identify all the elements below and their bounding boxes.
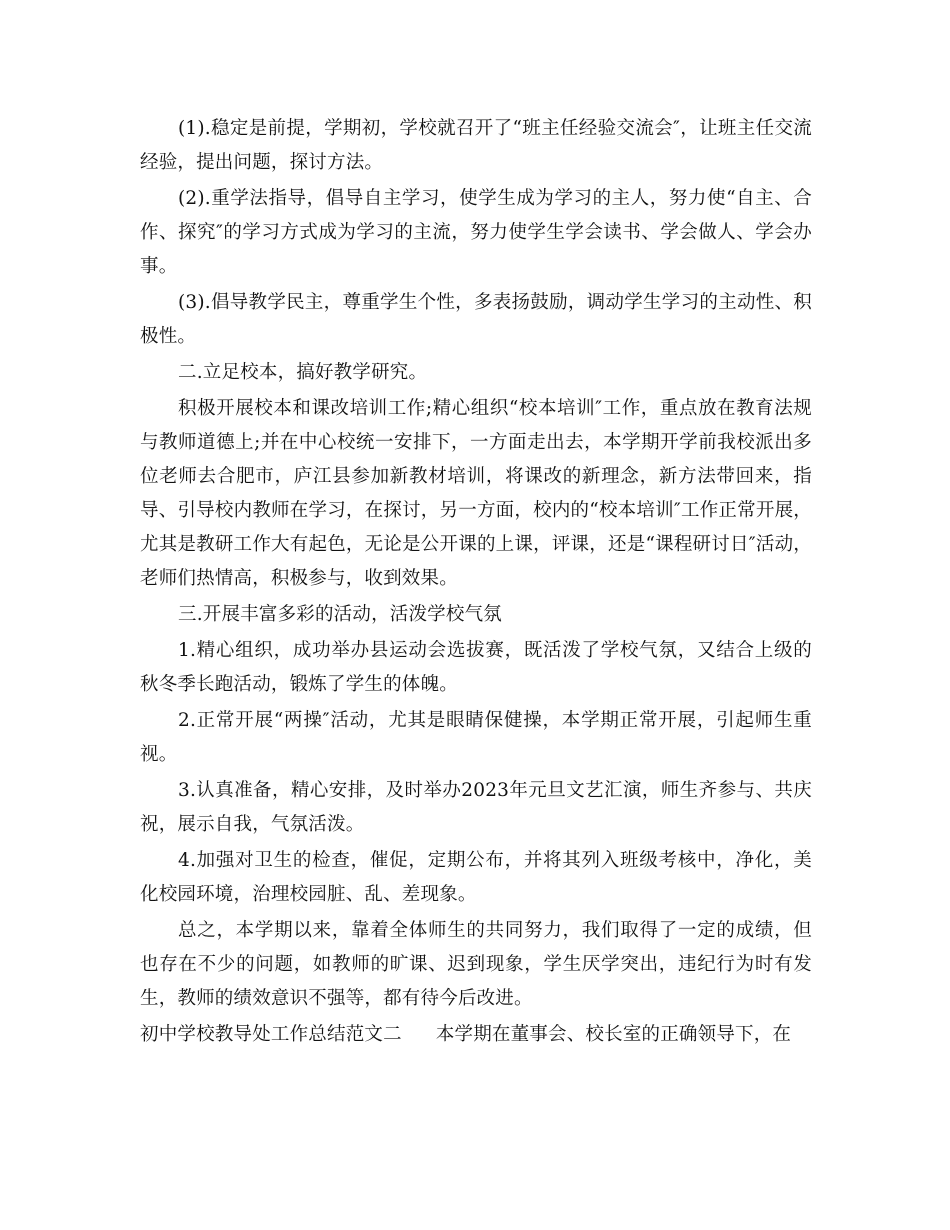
paragraph-summary: 总之，本学期以来，靠着全体师生的共同努力，我们取得了一定的成绩，但也存在不少的问题，如教师的旷课、迟到现象，学生厌学突出，违纪行为时有发生，教师的绩效意识不强等，都有待今后改进。 bbox=[140, 920, 812, 1009]
paragraph-training: 积极开展校本和课改培训工作;精心组织“校本培训″工作，重点放在教育法规与教师道德上;并在中心校统一安排下，一方面走出去，本学期开学前我校派出多位老师去合肥市，庐江县参加新教材培训，将课改的新理念，新方法带回来，指导、引导校内教师在学习，在探讨，另一方面，校内的“校本培训″工作正常开展，尤其是教研工作大有起色，无论是公开课的上课，评课，还是“课程研讨日″活动，老师们热情高，积极参与，收到效果。 bbox=[140, 398, 812, 589]
paragraph-activity-4: 4.加强对卫生的检查，催促，定期公布，并将其列入班级考核中，净化，美化校园环境，治理校园脏、乱、差现象。 bbox=[140, 850, 812, 905]
next-document-line bbox=[140, 1018, 812, 1052]
paragraph-activity-1: 1.精心组织，成功举办县运动会选拔赛，既活泼了学校气氛，又结合上级的秋冬季长跑活动，锻炼了学生的体魄。 bbox=[140, 640, 812, 695]
section-heading-school-research: 二.立足校本，搞好教学研究。 bbox=[178, 362, 428, 383]
paragraph-study-method: (2).重学法指导，倡导自主学习，使学生成为学习的主人，努力使“自主、合作、探究″的学习方式成为学习的主流，努力使学生学会读书、学会做人、学会办事。 bbox=[140, 188, 812, 277]
next-document-title: 初中学校教导处工作总结范文二 bbox=[140, 1024, 402, 1045]
next-document-opening: 本学期在董事会、校长室的正确领导下，在 bbox=[435, 1024, 792, 1045]
paragraph-democracy: (3).倡导教学民主，尊重学生个性，多表扬鼓励，调动学生学习的主动性、积极性。 bbox=[140, 292, 812, 347]
document-body bbox=[140, 112, 812, 1052]
section-heading-activities: 三.开展丰富多彩的活动，活泼学校气氛 bbox=[178, 604, 502, 625]
paragraph-stability: (1).稳定是前提，学期初，学校就召开了“班主任经验交流会″，让班主任交流经验，提出问题，探讨方法。 bbox=[140, 118, 812, 173]
paragraph-activity-3: 3.认真准备，精心安排，及时举办2023年元旦文艺汇演，师生齐参与、共庆祝，展示自我，气氛活泼。 bbox=[140, 780, 812, 835]
paragraph-activity-2: 2.正常开展“两操″活动，尤其是眼睛保健操，本学期正常开展，引起师生重视。 bbox=[140, 710, 812, 765]
